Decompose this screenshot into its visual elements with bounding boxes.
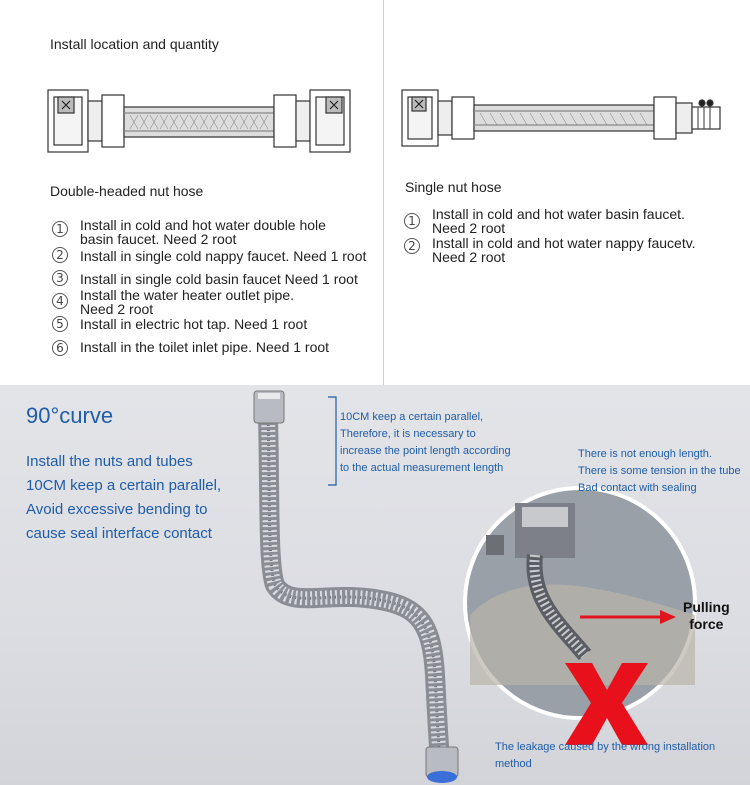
instruction-line: cause seal interface contact — [26, 525, 212, 542]
list-item-continued: Need 2 root — [432, 249, 506, 265]
note-line: There is some tension in the tube — [578, 465, 741, 477]
pulling-label-line: Pulling — [683, 599, 730, 615]
item-number: 4 — [52, 293, 68, 309]
list-item: Install the water heater outlet pipe. — [80, 287, 295, 303]
instruction-line: 10CM keep a certain parallel, — [26, 477, 222, 494]
note-line: There is not enough length. — [578, 448, 712, 460]
item-number: 3 — [52, 270, 68, 286]
list-item: Install in cold and hot water nappy faucetv. — [432, 235, 696, 251]
install-info-panel — [0, 0, 750, 385]
installation-photo-panel — [0, 385, 750, 785]
list-item: Install in the toilet inlet pipe. Need 1 root — [80, 339, 330, 355]
list-item-continued: Need 2 root — [80, 301, 154, 317]
item-number: 5 — [52, 316, 68, 332]
note-line: Therefore, it is necessary to — [340, 428, 476, 440]
item-number: 1 — [404, 213, 420, 229]
list-item: Install in cold and hot water double hole — [80, 217, 326, 233]
double-nut-hose-title: Double-headed nut hose — [50, 183, 204, 199]
item-number: 6 — [52, 340, 68, 356]
single-nut-hose-title: Single nut hose — [405, 179, 502, 195]
note-line: increase the point length according — [340, 445, 511, 457]
instruction-line: Install the nuts and tubes — [26, 453, 193, 470]
install-heading: Install location and quantity — [50, 36, 219, 52]
note-line: to the actual measurement length — [340, 462, 504, 474]
note-line: method — [495, 758, 532, 770]
instruction-line: Avoid excessive bending to — [26, 501, 208, 518]
single-nut-hose-diagram — [398, 85, 738, 155]
list-item-continued: Need 2 root — [432, 220, 506, 236]
pulling-force-label — [683, 599, 730, 633]
note-line: 10CM keep a certain parallel, — [340, 411, 484, 423]
note-line: Bad contact with sealing — [578, 482, 697, 494]
list-item: Install in single cold nappy faucet. Need 1 root — [80, 248, 367, 264]
column-divider — [383, 0, 384, 385]
list-item: Install in single cold basin faucet Need 1 root — [80, 271, 358, 287]
list-item-continued: basin faucet. Need 2 root — [80, 231, 237, 247]
curve-title: 90°curve — [26, 403, 114, 428]
item-number: 2 — [52, 247, 68, 263]
note-line: The leakage caused by the wrong installation — [495, 741, 716, 753]
double-nut-hose-diagram — [40, 85, 370, 160]
list-item: Install in cold and hot water basin faucet. — [432, 206, 685, 222]
list-item: Install in electric hot tap. Need 1 root — [80, 316, 308, 332]
pulling-label-line: force — [689, 616, 724, 632]
item-number: 1 — [52, 221, 68, 237]
item-number: 2 — [404, 238, 420, 254]
